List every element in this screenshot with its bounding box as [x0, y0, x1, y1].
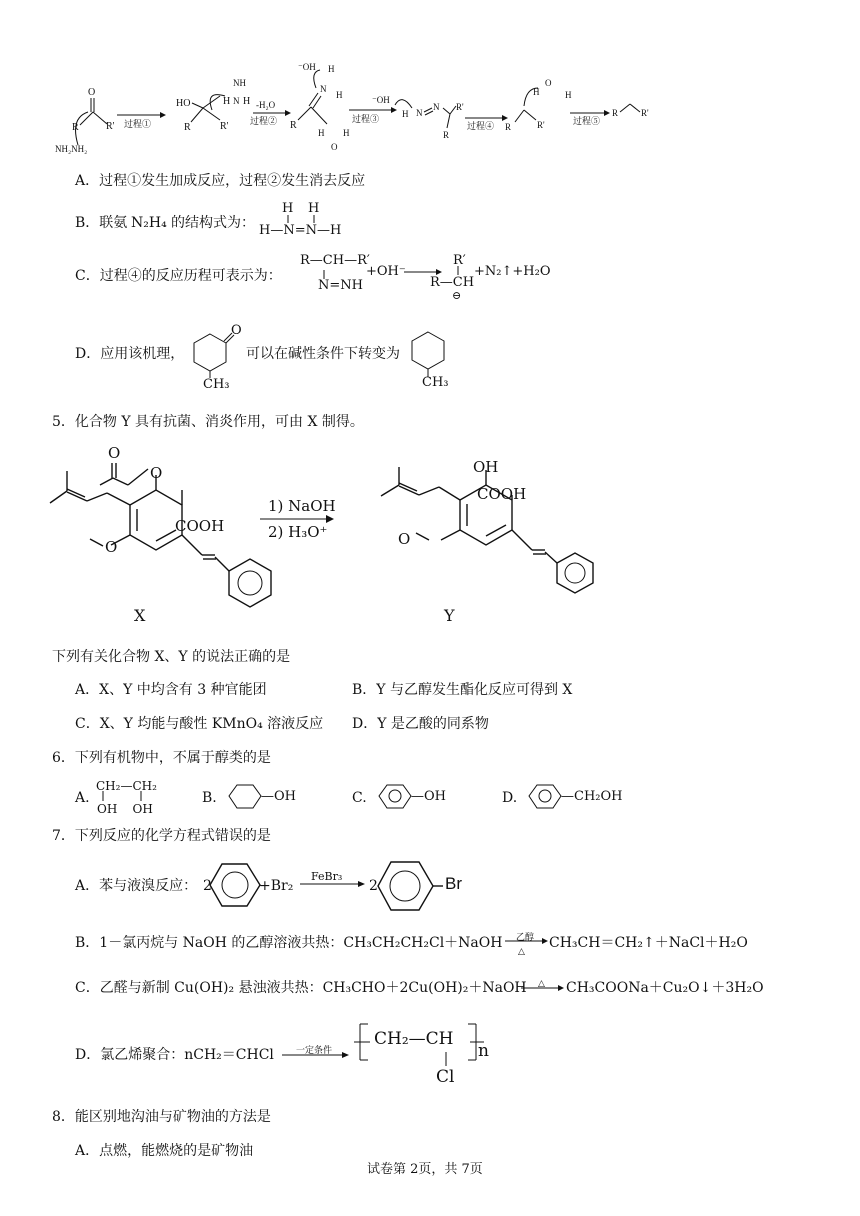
y-oh: OH: [473, 458, 499, 476]
svg-text:R: R: [184, 122, 191, 133]
svg-text:N: N: [433, 102, 440, 112]
q8-option-a: A．点燃，能燃烧的是矿物油: [75, 1143, 254, 1159]
q6-option-b: B.: [202, 790, 217, 806]
svg-text:R: R: [290, 120, 297, 131]
alkane-product: [612, 104, 649, 118]
svg-text:H: H: [533, 87, 540, 97]
q7-a-arrow: [300, 880, 370, 890]
q6-a-top: CH₂—CH₂: [96, 779, 157, 793]
svg-text:H: H: [343, 128, 350, 138]
hydrazine-h-top-1: H: [282, 201, 294, 216]
q7-c-cond: △: [538, 979, 545, 989]
q4-option-b-suffix: 的结构式为：: [171, 215, 255, 231]
svg-text:R: R: [443, 130, 450, 140]
svg-text:R': R': [641, 108, 649, 118]
mech-o-1: O: [88, 87, 96, 98]
q5-condition-2: 2) H₃O⁺: [268, 523, 328, 541]
q7-c-products: CH₃COONa＋Cu₂O↓＋3H₂O: [566, 980, 764, 996]
x-ester-o: O: [150, 464, 163, 482]
q4-c-right-charge: ⊖: [452, 289, 462, 302]
svg-text:O: O: [545, 78, 552, 88]
x-carbonyl-o: O: [108, 444, 121, 462]
q7-option-d: D．氯乙烯聚合：nCH₂＝CHCl: [75, 1047, 274, 1063]
q7-option-c: C．乙醛与新制 Cu(OH)₂ 悬浊液共热：CH₃CHO＋2Cu(OH)₂＋NaOH: [75, 980, 527, 996]
mechanism-diagram: [0, 0, 860, 160]
q7-a-coef2: 2: [369, 878, 378, 894]
q6-stem: 6．下列有机物中，不属于醇类的是: [52, 750, 271, 766]
svg-text:O: O: [331, 142, 338, 152]
hydrazine-h-top-2: H: [308, 201, 320, 216]
q4-option-d-mid: 可以在碱性条件下转变为: [246, 346, 400, 362]
ketone-molecule: [55, 87, 115, 154]
svg-text:R: R: [612, 108, 619, 118]
svg-text:H: H: [328, 64, 335, 74]
q4-c-right-top: R′: [453, 253, 466, 268]
svg-text:N: N: [233, 96, 240, 106]
q5-option-d: D．Y 是乙酸的同系物: [352, 716, 489, 732]
q7-a-br: Br: [445, 874, 462, 893]
q4-option-b-prefix: B．联氨: [75, 215, 128, 231]
q4-option-a: A．过程①发生加成反应，过程②发生消去反应: [75, 173, 366, 189]
polymer-repeat-unit: CH₂—CH: [374, 1029, 454, 1049]
q6-d-sub: —CH₂OH: [561, 789, 623, 804]
cyclohexane-ch3-label: CH₃: [422, 375, 449, 390]
q7-c-arrow: [521, 984, 571, 994]
q4-c-left-bot: N=NH: [318, 278, 363, 293]
compound-y-label: Y: [444, 606, 455, 625]
q6-c-oh: —OH: [411, 789, 446, 804]
q5-option-a: A．X、Y 中均含有 3 种官能团: [75, 682, 267, 698]
step5-label: 过程⑤: [573, 116, 601, 126]
q6-option-d: D.: [502, 790, 518, 806]
q7-b-products: CH₃CH＝CH₂↑＋NaCl＋H₂O: [549, 935, 748, 951]
q4-c-left-top: R—CH—R′: [300, 253, 370, 268]
page-footer: 试卷第 2页，共 7页: [367, 1162, 483, 1177]
svg-text:R: R: [505, 122, 512, 132]
svg-text:H: H: [223, 96, 231, 107]
svg-text:N: N: [320, 84, 327, 94]
svg-text:H: H: [336, 90, 343, 100]
svg-text:H: H: [243, 96, 251, 107]
q4-option-d-prefix: D．应用该机理，: [75, 346, 185, 362]
svg-text:N: N: [416, 108, 423, 118]
q7-a-coef: 2: [203, 878, 212, 894]
q5-option-b: B．Y 与乙醇发生酯化反应可得到 X: [352, 682, 573, 698]
svg-text:H: H: [402, 109, 409, 119]
svg-text:H: H: [565, 90, 572, 100]
mech-rp-1: R': [106, 121, 115, 132]
q7-b-cond-top: 乙醇: [516, 933, 535, 943]
x-cooh: COOH: [175, 517, 225, 535]
mech-hydrazine: NH₂NH₂: [55, 144, 88, 154]
q5-option-c: C．X、Y 均能与酸性 KMnO₄ 溶液反应: [75, 716, 324, 732]
q7-stem: 7．下列反应的化学方程式错误的是: [52, 828, 271, 844]
q7-option-a-prefix: A．苯与液溴反应：: [75, 878, 198, 894]
mech-r-1: R: [72, 122, 79, 133]
step1-label: 过程①: [124, 119, 152, 129]
svg-text:HO: HO: [176, 98, 191, 109]
q8-stem: 8．能区别地沟油与矿物油的方法是: [52, 1109, 271, 1125]
ketone-ch3-label: CH₃: [203, 377, 230, 392]
minus-h2o-label: -H₂O: [256, 100, 276, 110]
q7-option-b: B．1－氯丙烷与 NaOH 的乙醇溶液共热：CH₃CH₂CH₂Cl＋NaOH: [75, 935, 503, 951]
q5-condition-1: 1) NaOH: [268, 497, 336, 515]
x-methoxy-o: O: [105, 538, 118, 556]
step4-label: 过程④: [467, 121, 495, 131]
svg-text:⁻OH: ⁻OH: [372, 95, 390, 105]
q7-d-arrow: [282, 1051, 352, 1061]
carbinolamine: [176, 78, 250, 133]
svg-text:NH: NH: [233, 78, 246, 88]
q6-a-bot: OH OH: [97, 802, 153, 816]
compound-x-label: X: [134, 606, 146, 625]
diazene: [372, 95, 464, 140]
q6-b-oh: —OH: [261, 789, 296, 804]
polymer-n: n: [478, 1041, 489, 1061]
q6-option-c: C.: [352, 790, 367, 806]
q4-c-products: +N₂↑+H₂O: [474, 264, 551, 279]
hydrazone: [290, 62, 350, 152]
svg-text:R': R': [220, 121, 229, 132]
polymer-cl: Cl: [436, 1067, 455, 1087]
svg-text:R': R': [456, 102, 464, 112]
q5-question: 下列有关化合物 X、Y 的说法正确的是: [52, 649, 291, 665]
q6-option-a: A.: [75, 790, 90, 806]
step3-label: 过程③: [352, 114, 380, 124]
svg-text:H: H: [318, 128, 325, 138]
q7-d-cond: 一定条件: [296, 1046, 333, 1056]
q7-b-cond-bot: △: [518, 947, 525, 957]
compound-y-structure: [345, 455, 585, 595]
ketone-o-label: O: [231, 323, 242, 338]
q7-a-br2: +Br₂: [259, 878, 294, 894]
y-cooh: COOH: [477, 485, 527, 503]
step2-label: 过程②: [250, 116, 278, 126]
q7-b-arrow: [505, 937, 555, 947]
q4-option-c-prefix: C．过程④的反应历程可表示为：: [75, 268, 282, 284]
y-methoxy-o: O: [398, 530, 411, 548]
q5-stem: 5．化合物 Y 具有抗菌、消炎作用，可由 X 制得。: [52, 414, 364, 430]
q4-c-right-mid: R—CH: [430, 275, 475, 290]
q4-c-plus-oh: +OH⁻: [366, 264, 406, 279]
q4-option-b-formula: N₂H₄: [131, 215, 167, 231]
q7-a-catalyst: FeBr₃: [311, 870, 343, 883]
svg-text:⁻OH: ⁻OH: [298, 62, 316, 72]
svg-text:R': R': [537, 120, 545, 130]
carbanion: [505, 78, 572, 132]
hydrazine-line: H—N=N—H: [259, 223, 342, 238]
